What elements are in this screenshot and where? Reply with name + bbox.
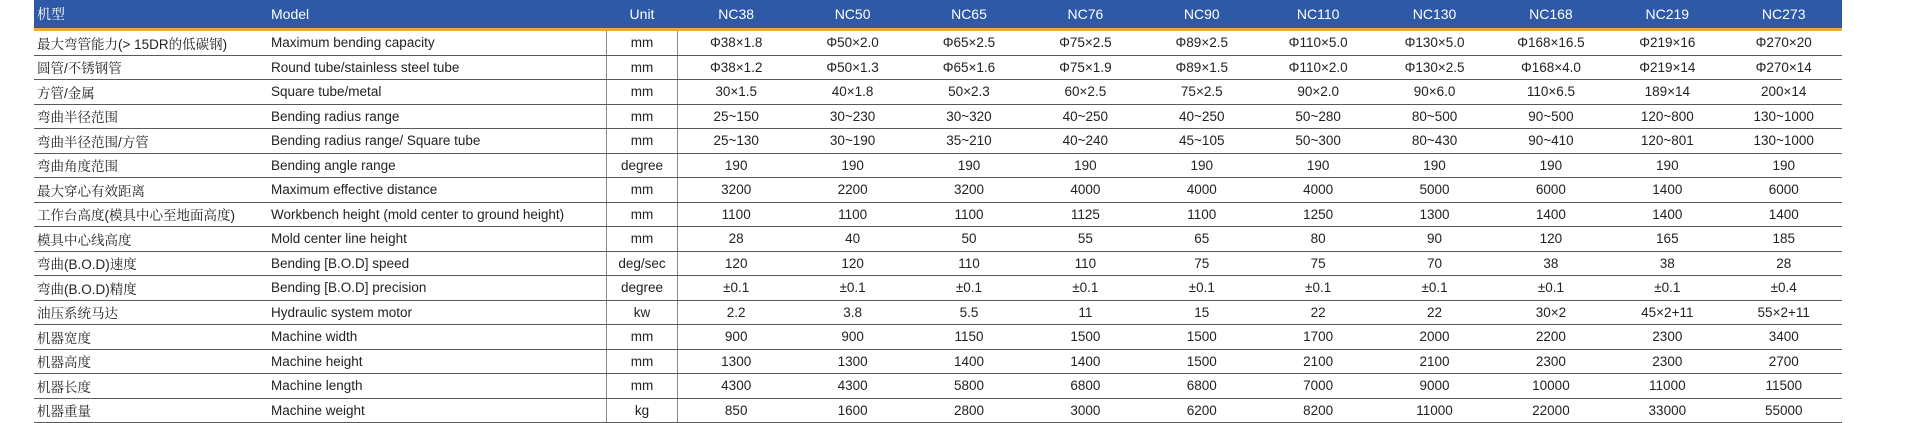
spec-label-en: Machine height: [269, 354, 606, 369]
spec-value: 3200: [911, 182, 1027, 197]
spec-label-en: Mold center line height: [269, 231, 606, 246]
spec-value: 190: [1376, 158, 1492, 173]
spec-label-en: Machine width: [269, 329, 606, 344]
spec-value: 1500: [1144, 329, 1260, 344]
spec-value: 38: [1609, 256, 1725, 271]
spec-value: 25~150: [678, 109, 794, 124]
spec-value: 33000: [1609, 403, 1725, 418]
spec-value: 40×1.8: [794, 84, 910, 99]
spec-unit: mm: [606, 374, 678, 398]
spec-value: 4000: [1027, 182, 1143, 197]
spec-value: 1100: [911, 207, 1027, 222]
spec-value: 75: [1260, 256, 1376, 271]
spec-value: 90×2.0: [1260, 84, 1376, 99]
table-row: [34, 350, 1842, 375]
spec-value: 6200: [1144, 403, 1260, 418]
spec-value: 15: [1144, 305, 1260, 320]
spec-value: Φ38×1.2: [678, 60, 794, 75]
spec-value: ±0.1: [1260, 280, 1376, 295]
spec-value: Φ168×16.5: [1493, 35, 1609, 50]
spec-value: 25~130: [678, 133, 794, 148]
spec-label-cn: 弯曲(B.O.D)精度: [34, 278, 269, 298]
spec-value: 7000: [1260, 378, 1376, 393]
spec-label-cn: 机器长度: [34, 376, 269, 396]
spec-value: 1400: [911, 354, 1027, 369]
spec-value: Φ65×2.5: [911, 35, 1027, 50]
spec-label-cn: 机器重量: [34, 400, 269, 420]
spec-value: Φ168×4.0: [1493, 60, 1609, 75]
spec-value: 70: [1376, 256, 1492, 271]
spec-value: Φ75×2.5: [1027, 35, 1143, 50]
spec-value: 1100: [1144, 207, 1260, 222]
spec-value: 11000: [1376, 403, 1492, 418]
spec-value: Φ75×1.9: [1027, 60, 1143, 75]
spec-value: 65: [1144, 231, 1260, 246]
spec-value: ±0.1: [1493, 280, 1609, 295]
spec-table: [34, 0, 1842, 423]
spec-value: 22: [1376, 305, 1492, 320]
spec-value: 1400: [1609, 207, 1725, 222]
spec-value: 130~1000: [1726, 133, 1842, 148]
spec-label-en: Maximum bending capacity: [269, 35, 606, 50]
spec-label-en: Round tube/stainless steel tube: [269, 60, 606, 75]
spec-label-en: Machine length: [269, 378, 606, 393]
spec-value: 1150: [911, 329, 1027, 344]
spec-label-en: Workbench height (mold center to ground height): [269, 207, 606, 222]
spec-label-cn: 机器宽度: [34, 327, 269, 347]
spec-value: 75×2.5: [1144, 84, 1260, 99]
spec-value: ±0.1: [1144, 280, 1260, 295]
spec-value: 110: [911, 256, 1027, 271]
spec-value: 45~105: [1144, 133, 1260, 148]
spec-unit: mm: [606, 80, 678, 104]
spec-unit: deg/sec: [606, 252, 678, 276]
table-row: [34, 56, 1842, 81]
spec-label-en: Bending [B.O.D] speed: [269, 256, 606, 271]
spec-value: 4300: [678, 378, 794, 393]
header-model: NC76: [1027, 6, 1143, 22]
spec-unit: mm: [606, 325, 678, 349]
table-row: [34, 203, 1842, 228]
spec-label-cn: 方管/金属: [34, 82, 269, 102]
table-row: [34, 374, 1842, 399]
spec-value: 900: [794, 329, 910, 344]
spec-unit: mm: [606, 350, 678, 374]
spec-label-en: Hydraulic system motor: [269, 305, 606, 320]
spec-value: Φ219×14: [1609, 60, 1725, 75]
spec-value: 190: [794, 158, 910, 173]
spec-value: 55000: [1726, 403, 1842, 418]
spec-label-cn: 弯曲半径范围: [34, 106, 269, 126]
spec-value: 30×1.5: [678, 84, 794, 99]
spec-value: 190: [1027, 158, 1143, 173]
spec-value: 80~500: [1376, 109, 1492, 124]
spec-value: 1400: [1609, 182, 1725, 197]
spec-value: 38: [1493, 256, 1609, 271]
spec-value: 190: [1726, 158, 1842, 173]
spec-value: 2000: [1376, 329, 1492, 344]
spec-value: Φ50×2.0: [794, 35, 910, 50]
spec-value: ±0.1: [794, 280, 910, 295]
spec-value: 45×2+11: [1609, 305, 1725, 320]
spec-unit: mm: [606, 129, 678, 153]
table-row: [34, 178, 1842, 203]
spec-value: 11000: [1609, 378, 1725, 393]
spec-label-en: Maximum effective distance: [269, 182, 606, 197]
spec-value: 130~1000: [1726, 109, 1842, 124]
spec-label-cn: 模具中心线高度: [34, 229, 269, 249]
spec-value: 28: [678, 231, 794, 246]
spec-value: 1125: [1027, 207, 1143, 222]
spec-value: 1300: [1376, 207, 1492, 222]
spec-value: 3400: [1726, 329, 1842, 344]
spec-value: 5000: [1376, 182, 1492, 197]
spec-value: 120~800: [1609, 109, 1725, 124]
spec-value: Φ130×5.0: [1376, 35, 1492, 50]
spec-unit: mm: [606, 105, 678, 129]
header-en: Model: [269, 0, 606, 28]
spec-value: 6800: [1027, 378, 1143, 393]
spec-value: 1400: [1493, 207, 1609, 222]
spec-value: 60×2.5: [1027, 84, 1143, 99]
spec-value: 185: [1726, 231, 1842, 246]
spec-value: 4300: [794, 378, 910, 393]
spec-unit: degree: [606, 276, 678, 300]
spec-value: ±0.1: [1609, 280, 1725, 295]
spec-unit: mm: [606, 227, 678, 251]
spec-value: Φ270×14: [1726, 60, 1842, 75]
spec-value: Φ89×1.5: [1144, 60, 1260, 75]
spec-value: Φ219×16: [1609, 35, 1725, 50]
spec-value: 90×6.0: [1376, 84, 1492, 99]
spec-value: 5800: [911, 378, 1027, 393]
spec-value: 90: [1376, 231, 1492, 246]
spec-value: 90~500: [1493, 109, 1609, 124]
spec-value: 190: [1493, 158, 1609, 173]
spec-value: 50×2.3: [911, 84, 1027, 99]
spec-value: 6000: [1493, 182, 1609, 197]
spec-value: 11: [1027, 305, 1143, 320]
spec-unit: degree: [606, 154, 678, 178]
spec-value: 90~410: [1493, 133, 1609, 148]
spec-value: 8200: [1260, 403, 1376, 418]
table-header: [34, 0, 1842, 31]
header-model: NC38: [678, 6, 794, 22]
table-row: [34, 325, 1842, 350]
header-model: NC50: [794, 6, 910, 22]
spec-unit: kw: [606, 301, 678, 325]
spec-value: 1600: [794, 403, 910, 418]
table-row: [34, 252, 1842, 277]
spec-label-cn: 油压系统马达: [34, 302, 269, 322]
spec-value: 9000: [1376, 378, 1492, 393]
spec-value: 190: [911, 158, 1027, 173]
spec-value: Φ270×20: [1726, 35, 1842, 50]
spec-value: 120: [678, 256, 794, 271]
spec-value: 4000: [1144, 182, 1260, 197]
header-model: NC168: [1493, 6, 1609, 22]
spec-value: 1250: [1260, 207, 1376, 222]
spec-value: Φ50×1.3: [794, 60, 910, 75]
header-models: [678, 6, 1842, 22]
spec-value: Φ110×2.0: [1260, 60, 1376, 75]
spec-value: 2300: [1609, 329, 1725, 344]
spec-value: Φ38×1.8: [678, 35, 794, 50]
spec-value: 11500: [1726, 378, 1842, 393]
spec-label-en: Bending [B.O.D] precision: [269, 280, 606, 295]
spec-value: 1500: [1027, 329, 1143, 344]
spec-value: 55: [1027, 231, 1143, 246]
spec-value: 40~250: [1027, 109, 1143, 124]
spec-value: 4000: [1260, 182, 1376, 197]
spec-value: 165: [1609, 231, 1725, 246]
spec-label-cn: 弯曲角度范围: [34, 155, 269, 175]
spec-value: 110: [1027, 256, 1143, 271]
spec-value: 55×2+11: [1726, 305, 1842, 320]
spec-value: 190: [1609, 158, 1725, 173]
spec-value: 80~430: [1376, 133, 1492, 148]
spec-value: 2800: [911, 403, 1027, 418]
spec-value: Φ89×2.5: [1144, 35, 1260, 50]
spec-value: 30~230: [794, 109, 910, 124]
spec-value: 6800: [1144, 378, 1260, 393]
spec-value: 190: [678, 158, 794, 173]
spec-value: 28: [1726, 256, 1842, 271]
spec-value: 1300: [794, 354, 910, 369]
spec-value: 1300: [678, 354, 794, 369]
spec-value: 40~250: [1144, 109, 1260, 124]
spec-value: 900: [678, 329, 794, 344]
spec-value: 40: [794, 231, 910, 246]
spec-value: ±0.1: [911, 280, 1027, 295]
spec-value: 3200: [678, 182, 794, 197]
header-unit: Unit: [606, 0, 678, 28]
spec-value: 1100: [678, 207, 794, 222]
spec-value: 2300: [1493, 354, 1609, 369]
spec-value: Φ65×1.6: [911, 60, 1027, 75]
spec-value: 3.8: [794, 305, 910, 320]
header-model: NC130: [1376, 6, 1492, 22]
spec-label-en: Bending radius range/ Square tube: [269, 133, 606, 148]
spec-unit: mm: [606, 56, 678, 80]
spec-value: 30×2: [1493, 305, 1609, 320]
spec-value: Φ130×2.5: [1376, 60, 1492, 75]
spec-value: 50~300: [1260, 133, 1376, 148]
spec-value: 1400: [1726, 207, 1842, 222]
header-cn: 机型: [34, 0, 269, 28]
spec-unit: mm: [606, 203, 678, 227]
spec-value: 1700: [1260, 329, 1376, 344]
spec-value: 2700: [1726, 354, 1842, 369]
spec-value: 30~190: [794, 133, 910, 148]
spec-value: 22000: [1493, 403, 1609, 418]
spec-value: 6000: [1726, 182, 1842, 197]
table-row: [34, 154, 1842, 179]
header-model: NC273: [1726, 6, 1842, 22]
spec-value: 2300: [1609, 354, 1725, 369]
spec-value: Φ110×5.0: [1260, 35, 1376, 50]
spec-unit: kg: [606, 399, 678, 423]
header-model: NC219: [1609, 6, 1725, 22]
spec-value: 190: [1144, 158, 1260, 173]
spec-label-en: Machine weight: [269, 403, 606, 418]
spec-value: ±0.4: [1726, 280, 1842, 295]
spec-value: 22: [1260, 305, 1376, 320]
spec-value: ±0.1: [678, 280, 794, 295]
spec-value: 1500: [1144, 354, 1260, 369]
spec-unit: mm: [606, 31, 678, 55]
spec-value: 10000: [1493, 378, 1609, 393]
table-row: [34, 227, 1842, 252]
header-model: NC65: [911, 6, 1027, 22]
spec-value: 120: [794, 256, 910, 271]
spec-value: 110×6.5: [1493, 84, 1609, 99]
table-row: [34, 399, 1842, 423]
spec-value: 30~320: [911, 109, 1027, 124]
spec-value: 200×14: [1726, 84, 1842, 99]
spec-value: 2100: [1260, 354, 1376, 369]
spec-value: 50: [911, 231, 1027, 246]
spec-value: 35~210: [911, 133, 1027, 148]
spec-value: 75: [1144, 256, 1260, 271]
spec-label-en: Bending radius range: [269, 109, 606, 124]
spec-value: 189×14: [1609, 84, 1725, 99]
spec-value: 850: [678, 403, 794, 418]
spec-value: 40~240: [1027, 133, 1143, 148]
spec-label-cn: 弯曲(B.O.D)速度: [34, 253, 269, 273]
spec-value: 3000: [1027, 403, 1143, 418]
header-model: NC110: [1260, 6, 1376, 22]
spec-value: 80: [1260, 231, 1376, 246]
spec-label-en: Bending angle range: [269, 158, 606, 173]
table-row: [34, 31, 1842, 56]
spec-value: 1100: [794, 207, 910, 222]
spec-value: 2200: [1493, 329, 1609, 344]
table-row: [34, 105, 1842, 130]
spec-label-cn: 工作台高度(模具中心至地面高度): [34, 204, 269, 224]
spec-value: 2100: [1376, 354, 1492, 369]
spec-label-cn: 最大弯管能力(> 15DR的低碳钢): [34, 33, 269, 53]
spec-value: 120: [1493, 231, 1609, 246]
spec-value: ±0.1: [1027, 280, 1143, 295]
spec-label-cn: 机器高度: [34, 351, 269, 371]
table-body: [34, 31, 1842, 423]
table-row: [34, 301, 1842, 326]
spec-value: 2200: [794, 182, 910, 197]
spec-value: 190: [1260, 158, 1376, 173]
spec-value: 50~280: [1260, 109, 1376, 124]
spec-label-en: Square tube/metal: [269, 84, 606, 99]
spec-value: ±0.1: [1376, 280, 1492, 295]
spec-label-cn: 最大穿心有效距离: [34, 180, 269, 200]
header-model: NC90: [1144, 6, 1260, 22]
table-row: [34, 80, 1842, 105]
spec-value: 120~801: [1609, 133, 1725, 148]
spec-value: 2.2: [678, 305, 794, 320]
spec-unit: mm: [606, 178, 678, 202]
table-row: [34, 276, 1842, 301]
table-row: [34, 129, 1842, 154]
spec-label-cn: 圆管/不锈钢管: [34, 57, 269, 77]
spec-label-cn: 弯曲半径范围/方管: [34, 131, 269, 151]
spec-value: 5.5: [911, 305, 1027, 320]
spec-value: 1400: [1027, 354, 1143, 369]
